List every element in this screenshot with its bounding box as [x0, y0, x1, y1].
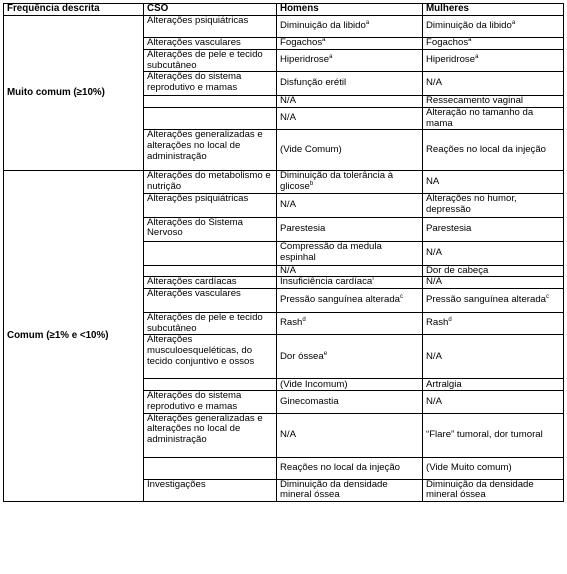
women-cell — [423, 289, 564, 313]
women-cell — [423, 72, 564, 96]
women-cell-text: Parestesia — [426, 222, 472, 234]
cso-cell — [144, 391, 277, 413]
women-cell-text: “Flare” tumoral, dor tumoral — [426, 428, 543, 440]
women-cell-text: N/A — [426, 77, 442, 89]
footnote-marker: c — [546, 294, 550, 301]
cso-cell-text: Alterações do sistema reprodutivo e mamas — [147, 390, 242, 412]
women-cell-text: NA — [426, 175, 440, 187]
women-cell-text: N/A — [426, 395, 442, 407]
footnote-marker: a — [322, 37, 326, 44]
women-cell-text: Rash — [426, 317, 449, 329]
header-frequency: Frequência descrita — [4, 4, 144, 16]
cso-cell-text: Alterações generalizadas e alterações no local de administração — [147, 413, 263, 445]
header-men: Homens — [277, 4, 423, 16]
women-cell-text: Alteração no tamanho da mama — [426, 107, 534, 129]
men-cell — [277, 193, 423, 217]
women-cell — [423, 479, 564, 501]
men-cell-text: N/A — [280, 428, 296, 440]
women-cell — [423, 391, 564, 413]
cso-cell — [144, 50, 277, 72]
men-cell — [277, 16, 423, 38]
women-cell — [423, 335, 564, 379]
women-cell — [423, 96, 564, 108]
women-cell-text: Reações no local da injeção — [426, 144, 547, 156]
men-cell-text: Diminuição da libido — [280, 20, 366, 32]
women-cell — [423, 457, 564, 479]
men-cell — [277, 289, 423, 313]
women-cell — [423, 16, 564, 38]
men-cell — [277, 96, 423, 108]
men-cell-text: Ginecomastia — [280, 395, 339, 407]
men-cell-text: Parestesia — [280, 222, 326, 234]
footnote-marker: a — [475, 54, 479, 61]
cso-cell — [144, 479, 277, 501]
men-cell — [277, 171, 423, 193]
footnote-marker: a — [365, 20, 370, 27]
women-cell-text: Pressão sanguínea alterada — [426, 294, 547, 306]
footnote-marker: a — [468, 37, 472, 44]
cso-cell-text: Alterações de pele e tecido subcutâneo — [147, 312, 263, 334]
cso-cell — [144, 457, 277, 479]
men-cell — [277, 391, 423, 413]
women-cell — [423, 50, 564, 72]
cso-cell-text: Alterações generalizadas e alterações no local de administração — [147, 129, 263, 162]
cso-cell — [144, 313, 277, 335]
men-cell-text: Disfunção erétil — [280, 77, 347, 89]
women-cell — [423, 265, 564, 277]
cso-cell — [144, 130, 277, 171]
women-cell-text: N/A — [426, 246, 442, 258]
men-cell — [277, 130, 423, 171]
women-cell — [423, 313, 564, 335]
women-cell — [423, 277, 564, 289]
table-row — [4, 16, 564, 38]
men-cell-text: Fogachos — [280, 37, 323, 49]
cso-cell — [144, 289, 277, 313]
women-cell — [423, 379, 564, 391]
footnote-marker: d — [448, 317, 452, 324]
women-cell — [423, 413, 564, 457]
cso-cell-text: Alterações do Sistema Nervoso — [147, 217, 243, 239]
cso-cell-text: Alterações psiquiátricas — [147, 15, 249, 26]
section-very-common: Muito comum (≥10%) — [4, 16, 144, 171]
section-common: Comum (≥1% e <10%) — [4, 171, 144, 501]
men-cell-text: (Vide Comum) — [280, 144, 342, 156]
men-cell — [277, 50, 423, 72]
cso-cell-text: Alterações musculoesqueléticas, do tecido conjuntivo e ossos — [147, 334, 255, 367]
women-cell-text: Fogachos — [426, 37, 469, 49]
cso-cell — [144, 96, 277, 108]
cso-cell — [144, 335, 277, 379]
footnote-marker: c — [400, 294, 404, 301]
cso-cell-text: Investigações — [147, 479, 206, 490]
women-cell — [423, 108, 564, 130]
men-cell — [277, 479, 423, 501]
cso-cell — [144, 193, 277, 217]
men-cell-text: Insuficiência cardíaca — [280, 276, 373, 288]
cso-cell — [144, 241, 277, 265]
men-cell — [277, 413, 423, 457]
men-cell — [277, 72, 423, 96]
cso-cell — [144, 171, 277, 193]
men-cell — [277, 241, 423, 265]
cso-cell — [144, 379, 277, 391]
header-women: Mulheres — [423, 4, 564, 16]
women-cell — [423, 193, 564, 217]
adverse-reactions-table — [3, 3, 564, 502]
cso-cell — [144, 38, 277, 50]
women-cell — [423, 38, 564, 50]
cso-cell — [144, 277, 277, 289]
cso-cell-text: Alterações psiquiátricas — [147, 193, 249, 204]
women-cell-text: N/A — [426, 276, 442, 288]
women-cell-text: Ressecamento vaginal — [426, 95, 524, 107]
women-cell-text: Artralgia — [426, 378, 462, 390]
men-cell — [277, 217, 423, 241]
footnote-marker: e — [323, 350, 328, 357]
cso-cell-text: Alterações vasculares — [147, 288, 241, 300]
cso-cell-text: Alterações vasculares — [147, 37, 241, 48]
women-cell-text: Diminuição da libido — [426, 20, 512, 32]
women-cell-text: (Vide Muito comum) — [426, 461, 512, 473]
men-cell-text: Pressão sanguínea alterada — [280, 294, 401, 306]
cso-cell-text: Alterações do metabolismo e nutrição — [147, 170, 271, 192]
women-cell — [423, 130, 564, 171]
women-cell — [423, 241, 564, 265]
men-cell-text: Diminuição da tolerância à glicose — [280, 170, 394, 192]
footnote-marker: a — [329, 54, 333, 61]
men-cell — [277, 265, 423, 277]
women-cell-text: N/A — [426, 350, 442, 362]
women-cell-text: Dor de cabeça — [426, 265, 489, 276]
men-cell-text: Rash — [280, 317, 303, 329]
cso-cell-text: Alterações cardíacas — [147, 276, 237, 288]
footnote-marker: a — [511, 20, 516, 27]
men-cell-text: N/A — [280, 198, 296, 210]
men-cell-text: N/A — [280, 95, 296, 107]
women-cell — [423, 217, 564, 241]
cso-cell — [144, 108, 277, 130]
men-cell — [277, 38, 423, 50]
men-cell-text: (Vide Incomum) — [280, 378, 348, 390]
men-cell-text: Hiperidrose — [280, 54, 330, 66]
women-cell-text: Alterações no humor, depressão — [426, 193, 517, 216]
cso-cell — [144, 217, 277, 241]
men-cell — [277, 335, 423, 379]
footnote-marker: d — [302, 317, 306, 324]
table-body — [4, 16, 564, 502]
cso-cell-text: Alterações do sistema reprodutivo e mamas — [147, 71, 242, 93]
table-header-row — [4, 4, 564, 16]
men-cell-text: Diminuição da densidade mineral óssea — [280, 479, 388, 501]
men-cell-text: Reações no local da injeção — [280, 461, 401, 473]
footnote-marker: b — [309, 180, 314, 187]
cso-cell-text: Alterações de pele e tecido subcutâneo — [147, 49, 263, 71]
women-cell-text: Diminuição da densidade mineral óssea — [426, 479, 534, 501]
men-cell — [277, 313, 423, 335]
women-cell — [423, 171, 564, 193]
men-cell-text: N/A — [280, 265, 296, 276]
header-cso: CSO — [144, 4, 277, 16]
table-row — [4, 171, 564, 193]
cso-cell — [144, 265, 277, 277]
men-cell-text: N/A — [280, 112, 296, 124]
men-cell — [277, 379, 423, 391]
cso-cell — [144, 16, 277, 38]
men-cell-text: Compressão da medula espinhal — [280, 241, 382, 264]
cso-cell — [144, 72, 277, 96]
footnote-marker: f — [372, 276, 374, 283]
women-cell-text: Hiperidrose — [426, 54, 476, 66]
men-cell — [277, 277, 423, 289]
men-cell — [277, 108, 423, 130]
cso-cell — [144, 413, 277, 457]
men-cell-text: Dor óssea — [280, 350, 324, 362]
men-cell — [277, 457, 423, 479]
